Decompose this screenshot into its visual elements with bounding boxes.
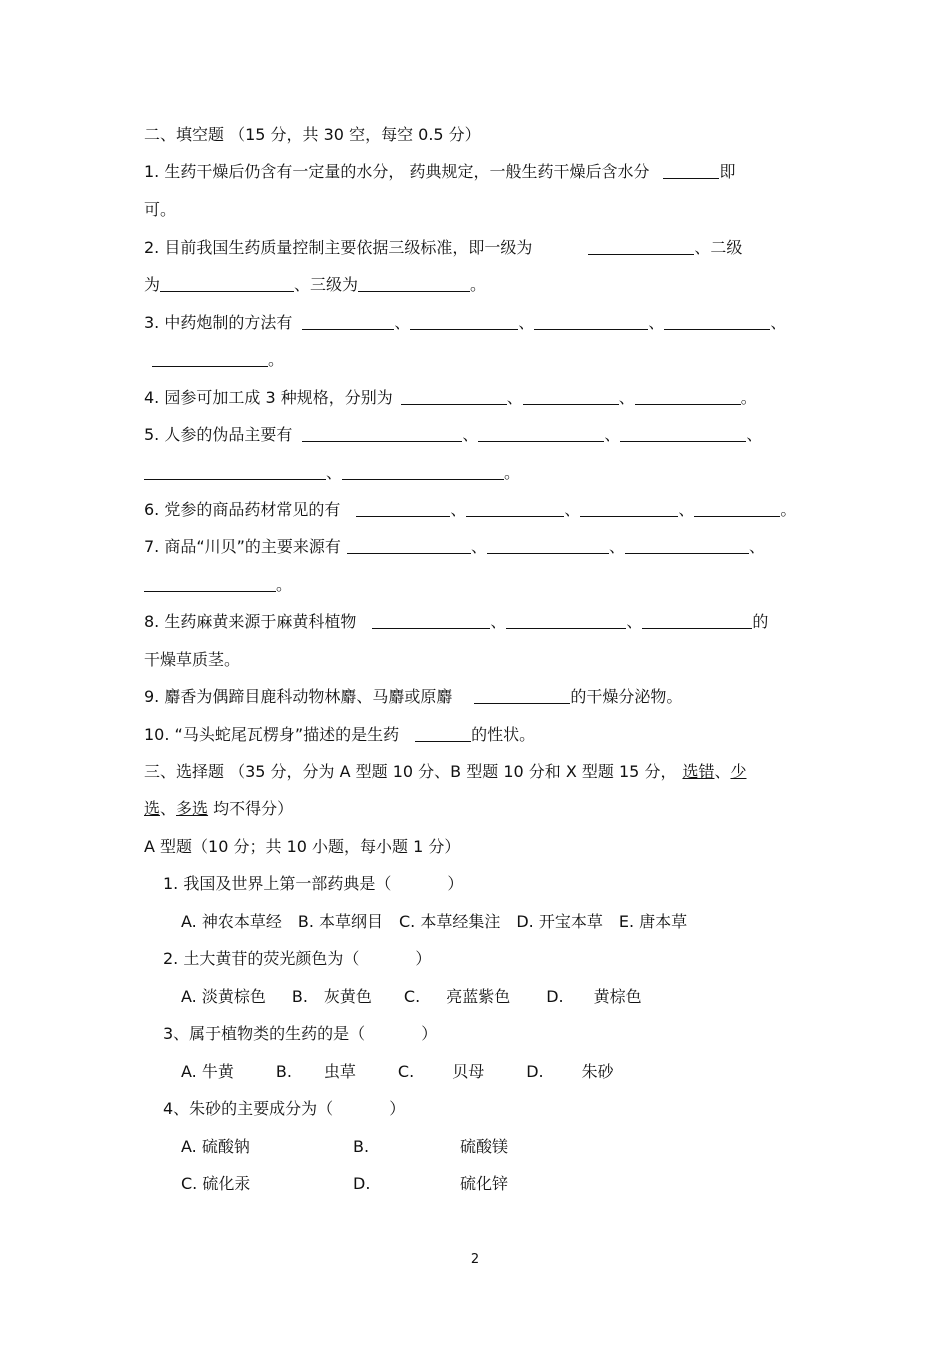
q3-text: 3. 中药炮制的方法有 <box>144 313 293 332</box>
close-paren: ） <box>421 1024 438 1043</box>
blank[interactable] <box>523 388 619 405</box>
blank[interactable] <box>620 425 746 442</box>
page-number: 2 <box>470 1252 480 1267</box>
q2-for: 为 <box>144 275 161 294</box>
separator: 、 <box>714 762 731 781</box>
blank[interactable] <box>410 313 518 330</box>
option-c[interactable]: C. 硫化汞 <box>181 1174 251 1193</box>
question-3-cont <box>144 350 284 370</box>
separator: 、 <box>462 425 479 444</box>
option-c-text[interactable]: 亮蓝紫色 <box>446 987 511 1006</box>
question-5 <box>144 425 762 445</box>
blank[interactable] <box>487 537 609 554</box>
blank[interactable] <box>694 500 780 517</box>
blank[interactable] <box>342 463 504 480</box>
stem-text: 4、朱砂的主要成分为（ <box>163 1099 334 1118</box>
mcq-4-options-row1 <box>181 1137 508 1157</box>
q5-text: 5. 人参的伪品主要有 <box>144 425 293 444</box>
option-e[interactable]: E. 唐本草 <box>618 912 688 931</box>
separator: 、 <box>626 612 643 631</box>
q2-end: 。 <box>470 275 487 294</box>
section3-heading-text: 三、选择题 （35 分，分为 A 型题 10 分、B 型题 10 分和 X 型题 15 分， <box>144 762 677 781</box>
q1-text: 1. 生药干燥后仍含有一定量的水分， 药典规定，一般生药干燥后含水分 <box>144 162 650 181</box>
blank[interactable] <box>152 350 268 367</box>
option-d-text[interactable]: 硫化锌 <box>460 1174 509 1193</box>
blank[interactable] <box>635 388 741 405</box>
question-3 <box>144 313 786 333</box>
blank[interactable] <box>401 388 507 405</box>
q9-tail: 的干燥分泌物。 <box>570 687 683 706</box>
period: 。 <box>740 388 757 407</box>
mcq-4-options-row2 <box>181 1174 508 1194</box>
question-1-cont: 可。 <box>144 200 177 219</box>
blank[interactable] <box>642 612 752 629</box>
stem-text: 3、属于植物类的生药的是（ <box>163 1024 366 1043</box>
blank[interactable] <box>358 275 470 292</box>
option-c[interactable]: C. 本草经集注 <box>399 912 501 931</box>
separator: 、 <box>564 500 581 519</box>
option-a[interactable]: A. 神农本草经 <box>181 912 282 931</box>
section3-heading-cont <box>144 799 293 819</box>
underlined-multi: 多选 <box>176 799 209 818</box>
blank[interactable] <box>663 162 719 179</box>
blank[interactable] <box>478 425 604 442</box>
option-d-text[interactable]: 黄棕色 <box>593 987 642 1006</box>
question-7-cont <box>144 575 292 595</box>
question-5-cont <box>144 463 520 483</box>
question-9 <box>144 687 682 707</box>
q4-text: 4. 园参可加工成 3 种规格，分别为 <box>144 388 393 407</box>
option-b-label[interactable]: B. <box>291 987 308 1006</box>
period: 。 <box>276 575 293 594</box>
option-b-text[interactable]: 虫草 <box>323 1062 356 1081</box>
underlined-wrong: 选错 <box>682 762 715 781</box>
separator: 、 <box>160 799 177 818</box>
question-8 <box>144 612 768 632</box>
option-a[interactable]: A. 硫酸钠 <box>181 1137 250 1156</box>
mcq-1-stem <box>163 874 463 894</box>
question-1 <box>144 162 735 182</box>
question-2 <box>144 238 742 258</box>
close-paren: ） <box>415 949 432 968</box>
mcq-2-options <box>181 987 642 1007</box>
option-c-text[interactable]: 贝母 <box>452 1062 485 1081</box>
q8-tail: 的 <box>752 612 769 631</box>
question-10 <box>144 725 535 745</box>
q10-tail: 的性状。 <box>471 725 536 744</box>
blank[interactable] <box>144 575 276 592</box>
separator: 、 <box>770 313 787 332</box>
separator: 、 <box>470 537 487 556</box>
question-6 <box>144 500 796 520</box>
separator: 、 <box>490 612 507 631</box>
close-paren: ） <box>389 1099 406 1118</box>
question-7 <box>144 537 765 557</box>
option-d-label[interactable]: D. <box>526 1062 544 1081</box>
separator: 、 <box>618 388 635 407</box>
blank[interactable] <box>302 313 394 330</box>
blank[interactable] <box>664 313 770 330</box>
question-4 <box>144 388 757 408</box>
mcq-3-stem <box>163 1024 437 1044</box>
stem-text: 2. 土大黄苷的荧光颜色为（ <box>163 949 360 968</box>
blank[interactable] <box>302 425 462 442</box>
separator: 、 <box>394 313 411 332</box>
type-a-heading: A 型题（10 分；共 10 小题，每小题 1 分） <box>144 837 461 856</box>
separator: 、 <box>748 537 765 556</box>
q2-text: 2. 目前我国生药质量控制主要依据三级标准，即一级为 <box>144 238 533 257</box>
q7-text: 7. 商品“川贝”的主要来源有 <box>144 537 341 556</box>
period: 。 <box>504 463 521 482</box>
close-paren: ） <box>447 874 464 893</box>
option-d-label[interactable]: D. <box>353 1174 371 1193</box>
q8-text: 8. 生药麻黄来源于麻黄科植物 <box>144 612 357 631</box>
option-b-text[interactable]: 灰黄色 <box>323 987 372 1006</box>
section3-heading <box>144 762 747 782</box>
q2-mid: 、三级为 <box>294 275 359 294</box>
option-b-text[interactable]: 硫酸镁 <box>460 1137 509 1156</box>
mcq-3-options <box>181 1062 614 1082</box>
separator: 、 <box>604 425 621 444</box>
blank[interactable] <box>466 500 564 517</box>
question-2-cont <box>144 275 486 295</box>
option-d[interactable]: D. 开宝本草 <box>516 912 603 931</box>
mcq-1-options <box>181 912 687 932</box>
option-c-label[interactable]: C. <box>397 1062 415 1081</box>
blank[interactable] <box>588 238 694 255</box>
blank[interactable] <box>347 537 471 554</box>
separator: 、 <box>518 313 535 332</box>
option-d-text[interactable]: 朱砂 <box>581 1062 614 1081</box>
blank[interactable] <box>580 500 678 517</box>
blank[interactable] <box>356 500 450 517</box>
separator: 、 <box>450 500 467 519</box>
separator: 、 <box>648 313 665 332</box>
option-a[interactable]: A. 牛黄 <box>181 1062 234 1081</box>
option-b-label[interactable]: B. <box>275 1062 292 1081</box>
period: 。 <box>268 350 285 369</box>
q10-text: 10. “马头蛇尾瓦楞身”描述的是生药 <box>144 725 400 744</box>
q6-text: 6. 党参的商品药材常见的有 <box>144 500 341 519</box>
separator: 、 <box>326 463 343 482</box>
blank[interactable] <box>372 612 490 629</box>
mcq-2-stem <box>163 949 431 969</box>
blank[interactable] <box>534 313 648 330</box>
separator: 、 <box>746 425 763 444</box>
option-a[interactable]: A. 淡黄棕色 <box>181 987 266 1006</box>
option-c-label[interactable]: C. <box>403 987 421 1006</box>
option-b[interactable]: B. 本草纲目 <box>297 912 383 931</box>
blank[interactable] <box>415 725 471 742</box>
section3-heading-tail: 均不得分） <box>208 799 294 818</box>
period: 。 <box>780 500 797 519</box>
blank[interactable] <box>160 275 294 292</box>
blank[interactable] <box>625 537 749 554</box>
section2-heading: 二、填空题 （15 分，共 30 空，每空 0.5 分） <box>144 125 481 144</box>
question-8-cont: 干燥草质茎。 <box>144 650 241 669</box>
option-b-label[interactable]: B. <box>353 1137 370 1156</box>
blank[interactable] <box>474 687 570 704</box>
separator: 、 <box>506 388 523 407</box>
mcq-4-stem <box>163 1099 405 1119</box>
q9-text: 9. 麝香为偶蹄目鹿科动物林麝、马麝或原麝 <box>144 687 453 706</box>
underlined-less: 少 <box>730 762 747 781</box>
separator: 、 <box>678 500 695 519</box>
blank[interactable] <box>144 463 326 480</box>
blank[interactable] <box>506 612 626 629</box>
underlined-select: 选 <box>144 799 161 818</box>
option-d-label[interactable]: D. <box>546 987 564 1006</box>
q2-sep: 、二级 <box>694 238 743 257</box>
q1-tail: 即 <box>719 162 736 181</box>
separator: 、 <box>608 537 625 556</box>
stem-text: 1. 我国及世界上第一部药典是（ <box>163 874 392 893</box>
